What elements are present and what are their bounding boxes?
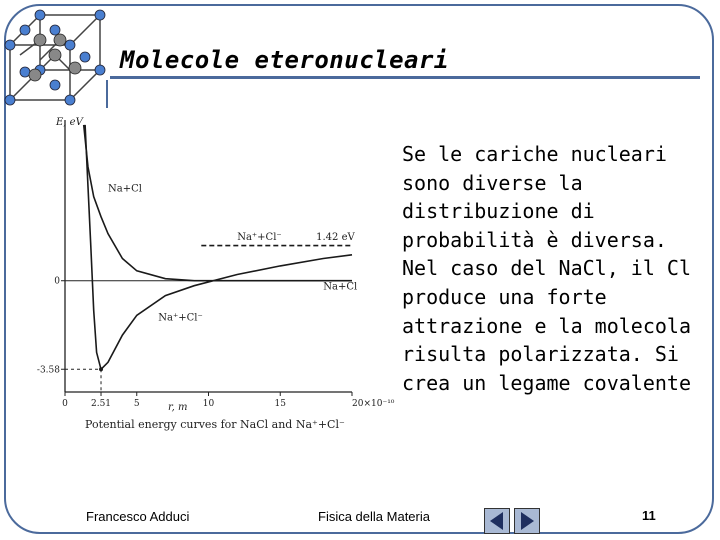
x-tick-label: 5	[133, 399, 140, 409]
chart-annotation: 1.42 eV	[316, 231, 355, 243]
chart-annotation-group	[108, 184, 357, 324]
y-tick-label: 0	[54, 276, 60, 287]
triangle-right-icon	[515, 509, 539, 533]
chart-series-group	[65, 125, 352, 392]
potential-energy-chart	[30, 110, 395, 440]
x-tick-label: 20×10⁻¹⁰	[352, 399, 395, 409]
page-number: 11	[642, 508, 656, 523]
triangle-left-icon	[485, 509, 509, 533]
slide-body-text: Se le cariche nucleari sono diverse la distribuzione di probabilità è diversa. Nel caso del NaCl, il Cl produce una forte attrazione e la molecola risulta polarizzata. Si crea un legame covalente	[402, 142, 691, 395]
chart-tick-group	[37, 277, 395, 409]
x-tick-label: 10	[202, 399, 215, 409]
prev-slide-button[interactable]	[484, 508, 510, 534]
footer-course: Fisica della Materia	[318, 509, 430, 524]
chart-annotation: Na⁺+Cl⁻	[237, 231, 282, 243]
crystal-lattice-logo	[0, 0, 120, 110]
minimum-point	[99, 367, 103, 371]
x-axis-label: r, m	[168, 402, 188, 413]
footer-author: Francesco Adduci	[86, 509, 190, 524]
chart-annotation: Na+Cl	[323, 281, 358, 293]
y-tick-label: -3.58	[36, 365, 60, 376]
x-tick-label: 2.51	[90, 399, 112, 409]
slide-title: Molecole eteronucleari	[120, 46, 449, 74]
x-tick-label: 0	[62, 399, 68, 409]
chart-caption: Potential energy curves for NaCl and Na⁺+Cl⁻	[85, 418, 345, 431]
y-axis-label: E, eV	[56, 117, 83, 128]
chart-annotation: Na+Cl	[108, 183, 143, 195]
chart-annotation: Na⁺+Cl⁻	[158, 312, 203, 324]
left-accent-rule	[106, 80, 108, 108]
series-line-1	[85, 125, 352, 369]
next-slide-button[interactable]	[514, 508, 540, 534]
series-line-0	[84, 125, 352, 281]
x-tick-label: 15	[274, 399, 286, 409]
title-underline	[110, 76, 700, 79]
chart-axes	[65, 120, 352, 392]
